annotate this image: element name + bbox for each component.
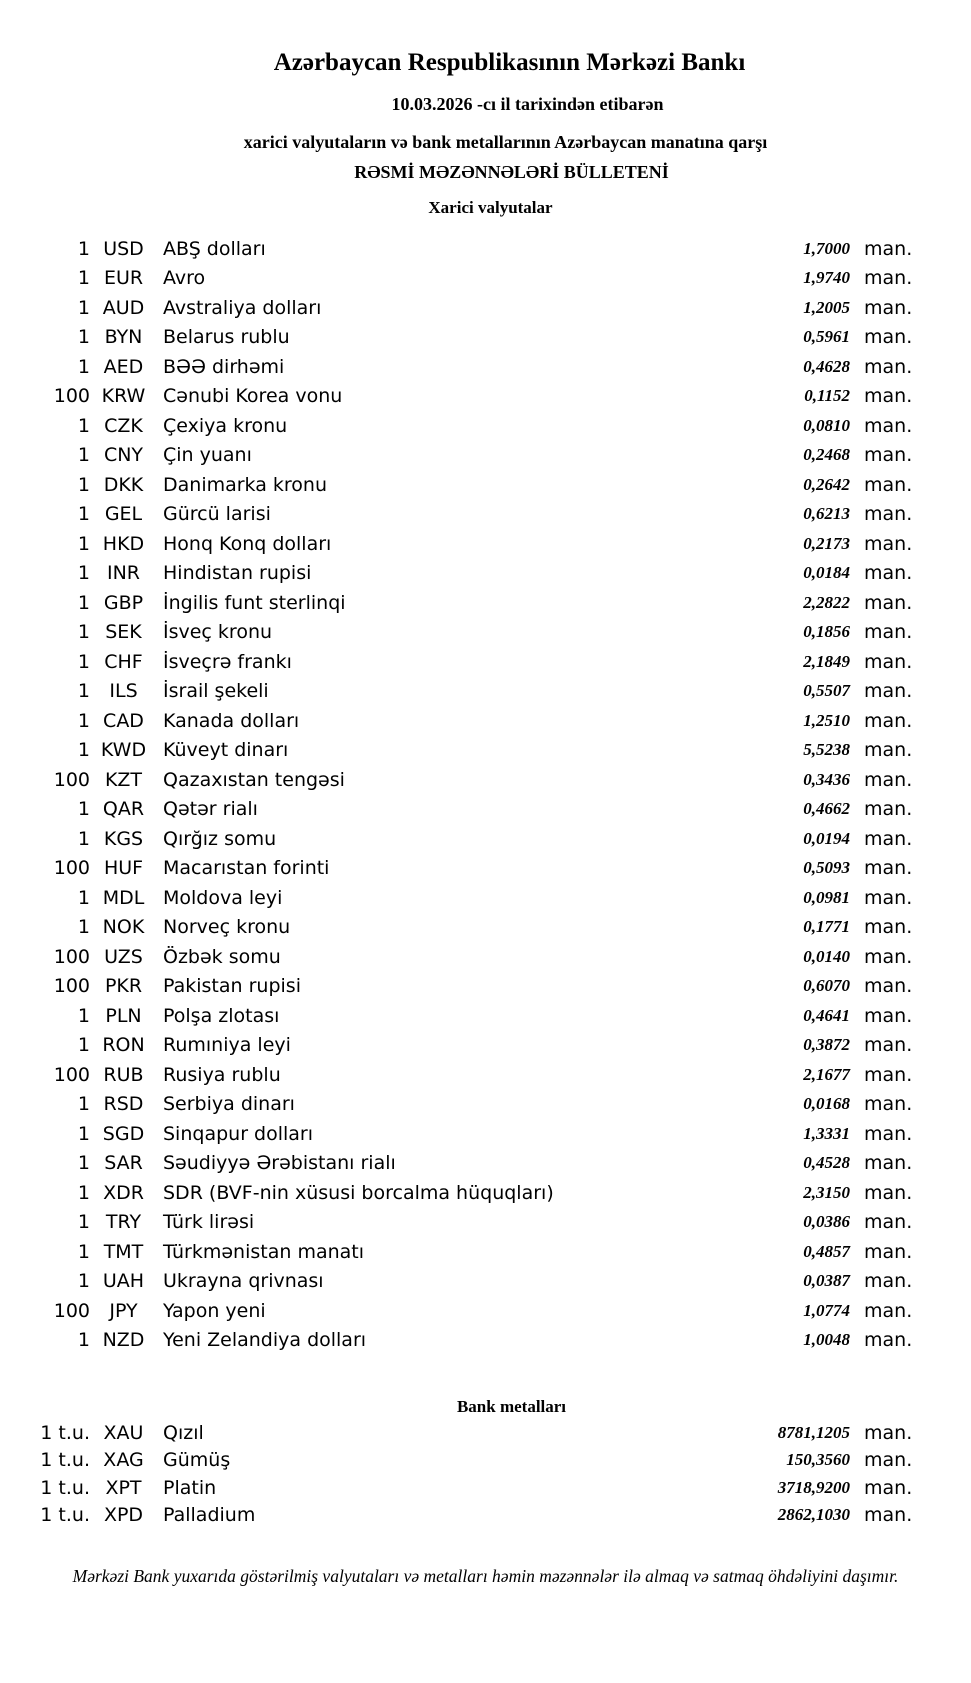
- unit-label-cell: man.: [864, 355, 913, 378]
- rate-value-cell: 0,3872: [803, 1035, 850, 1055]
- rate-value-cell: 0,5507: [803, 681, 850, 701]
- currency-row: [0, 470, 920, 500]
- currency-code-cell: AED: [103, 355, 144, 378]
- currency-name-cell: Belarus rublu: [163, 326, 290, 349]
- rate-value-cell: 0,4641: [803, 1005, 850, 1025]
- quantity-cell: 1: [77, 473, 90, 496]
- currency-row: [0, 677, 920, 707]
- quantity-cell: 1: [77, 916, 90, 939]
- quantity-cell: 1: [77, 739, 90, 762]
- currency-row: [0, 411, 920, 441]
- metal-row: [0, 1447, 920, 1475]
- currency-code-cell: XPT: [105, 1476, 142, 1499]
- currency-name-cell: Hindistan rupisi: [163, 562, 312, 585]
- currency-name-cell: Macarıstan forinti: [163, 857, 330, 880]
- currency-code-cell: MDL: [102, 886, 145, 909]
- unit-label-cell: man.: [864, 326, 913, 349]
- currency-name-cell: Polşa zlotası: [163, 1004, 280, 1027]
- currency-code-cell: INR: [106, 562, 141, 585]
- currency-row: [0, 1149, 920, 1179]
- unit-label-cell: man.: [864, 1211, 913, 1234]
- rate-value-cell: 1,2005: [803, 297, 850, 317]
- currency-row: [0, 824, 920, 854]
- currency-row: [0, 706, 920, 736]
- unit-label-cell: man.: [864, 621, 913, 644]
- currency-code-cell: XAU: [103, 1421, 144, 1444]
- currency-name-cell: Rumıniya leyi: [163, 1034, 291, 1057]
- unit-label-cell: man.: [864, 709, 913, 732]
- obligation-note: Mərkəzi Bank yuxarıda göstərilmiş valyutaları və metalları həmin məzənnələr ilə almaq və satmaq öhdəliyini daşımır.: [72, 1566, 899, 1586]
- rate-value-cell: 0,0981: [803, 887, 850, 907]
- metal-rates-table: [0, 1419, 920, 1529]
- quantity-cell: 1: [77, 1270, 90, 1293]
- currency-name-cell: Danimarka kronu: [163, 473, 328, 496]
- currency-row: [0, 1237, 920, 1267]
- rate-value-cell: 0,4628: [803, 356, 850, 376]
- currency-code-cell: ILS: [109, 680, 138, 703]
- unit-label-cell: man.: [864, 503, 913, 526]
- rate-value-cell: 0,4857: [803, 1241, 850, 1261]
- currency-row: [0, 264, 920, 294]
- rate-value-cell: 8781,1205: [777, 1422, 850, 1442]
- unit-label-cell: man.: [864, 1299, 913, 1322]
- currency-name-cell: Ukrayna qrivnası: [163, 1270, 324, 1293]
- unit-label-cell: man.: [864, 768, 913, 791]
- quantity-cell: 100: [53, 975, 90, 998]
- unit-label-cell: man.: [864, 650, 913, 673]
- quantity-cell: 1: [77, 1240, 90, 1263]
- rate-value-cell: 2,2822: [803, 592, 850, 612]
- unit-label-cell: man.: [864, 473, 913, 496]
- quantity-cell: 1 t.u.: [40, 1421, 90, 1444]
- currency-code-cell: CZK: [104, 414, 143, 437]
- quantity-cell: 1: [77, 709, 90, 732]
- rate-value-cell: 0,2642: [803, 474, 850, 494]
- currency-row: [0, 1326, 920, 1356]
- metal-row: [0, 1474, 920, 1502]
- currency-name-cell: Norveç kronu: [163, 916, 291, 939]
- currency-code-cell: KZT: [104, 768, 143, 791]
- currency-code-cell: RON: [102, 1034, 145, 1057]
- quantity-cell: 1: [77, 591, 90, 614]
- currency-name-cell: İsrail şekeli: [163, 680, 269, 703]
- quantity-cell: 1: [77, 444, 90, 467]
- unit-label-cell: man.: [864, 827, 913, 850]
- quantity-cell: 1: [77, 798, 90, 821]
- currency-name-cell: Qətər rialı: [163, 798, 258, 821]
- currency-code-cell: JPY: [109, 1299, 138, 1322]
- unit-label-cell: man.: [864, 1449, 913, 1472]
- rate-value-cell: 0,2468: [803, 445, 850, 465]
- currency-row: [0, 736, 920, 766]
- currency-code-cell: CAD: [103, 709, 144, 732]
- quantity-cell: 100: [53, 1063, 90, 1086]
- currency-name-cell: Qazaxıstan tengəsi: [163, 768, 345, 791]
- rate-value-cell: 2862,1030: [777, 1505, 850, 1525]
- rate-value-cell: 1,9740: [803, 268, 850, 288]
- currency-row: [0, 913, 920, 943]
- currency-code-cell: XAG: [103, 1449, 144, 1472]
- rate-value-cell: 0,5093: [803, 858, 850, 878]
- rate-value-cell: 0,0168: [803, 1094, 850, 1114]
- currency-code-cell: NZD: [102, 1329, 145, 1352]
- unit-label-cell: man.: [864, 1240, 913, 1263]
- quantity-cell: 1: [77, 1004, 90, 1027]
- unit-label-cell: man.: [864, 975, 913, 998]
- unit-label-cell: man.: [864, 680, 913, 703]
- unit-label-cell: man.: [864, 237, 913, 260]
- unit-label-cell: man.: [864, 414, 913, 437]
- currency-code-cell: CHF: [104, 650, 143, 673]
- quantity-cell: 1: [77, 355, 90, 378]
- currency-row: [0, 647, 920, 677]
- currency-name-cell: Moldova leyi: [163, 886, 283, 909]
- rate-value-cell: 2,1849: [803, 651, 850, 671]
- currency-code-cell: QAR: [102, 798, 145, 821]
- rate-value-cell: 5,5238: [803, 740, 850, 760]
- currency-code-cell: KWD: [100, 739, 147, 762]
- currency-name-cell: SDR (BVF-nin xüsusi borcalma hüquqları): [163, 1181, 554, 1204]
- currency-row: [0, 972, 920, 1002]
- currency-code-cell: CNY: [103, 444, 144, 467]
- rate-value-cell: 0,0810: [803, 415, 850, 435]
- unit-label-cell: man.: [864, 1476, 913, 1499]
- currency-name-cell: Kanada dolları: [163, 709, 300, 732]
- unit-label-cell: man.: [864, 1270, 913, 1293]
- quantity-cell: 1 t.u.: [40, 1449, 90, 1472]
- currency-name-cell: Pakistan rupisi: [163, 975, 301, 998]
- currency-row: [0, 765, 920, 795]
- currency-name-cell: Küveyt dinarı: [163, 739, 289, 762]
- quantity-cell: 1 t.u.: [40, 1476, 90, 1499]
- currency-name-cell: Platin: [163, 1476, 217, 1499]
- currency-name-cell: İsveçrə frankı: [163, 650, 292, 673]
- quantity-cell: 1: [77, 562, 90, 585]
- quantity-cell: 100: [53, 857, 90, 880]
- quantity-cell: 100: [53, 768, 90, 791]
- currency-code-cell: XDR: [103, 1181, 144, 1204]
- currency-row: [0, 795, 920, 825]
- currency-code-cell: XPD: [103, 1504, 144, 1527]
- rate-value-cell: 1,0774: [803, 1300, 850, 1320]
- currency-row: [0, 1031, 920, 1061]
- quantity-cell: 1: [77, 1329, 90, 1352]
- currency-code-cell: SEK: [105, 621, 142, 644]
- currency-name-cell: ABŞ dolları: [163, 237, 266, 260]
- rate-value-cell: 1,3331: [803, 1123, 850, 1143]
- currency-code-cell: RUB: [103, 1063, 144, 1086]
- currency-row: [0, 1119, 920, 1149]
- currency-code-cell: SAR: [104, 1152, 143, 1175]
- currency-row: [0, 559, 920, 589]
- unit-label-cell: man.: [864, 945, 913, 968]
- currency-name-cell: Avro: [163, 267, 206, 290]
- currency-name-cell: Cənubi Korea vonu: [163, 385, 343, 408]
- bank-metals-heading: Bank metalları: [456, 1397, 567, 1416]
- unit-label-cell: man.: [864, 1122, 913, 1145]
- currency-name-cell: Gürcü larisi: [163, 503, 271, 526]
- rate-value-cell: 0,1771: [803, 917, 850, 937]
- rate-value-cell: 0,0184: [803, 563, 850, 583]
- currency-name-cell: Qırğız somu: [163, 827, 277, 850]
- unit-label-cell: man.: [864, 296, 913, 319]
- currency-row: [0, 1208, 920, 1238]
- currency-row: [0, 234, 920, 264]
- unit-label-cell: man.: [864, 444, 913, 467]
- quantity-cell: 1: [77, 237, 90, 260]
- unit-label-cell: man.: [864, 857, 913, 880]
- currency-name-cell: Yeni Zelandiya dolları: [163, 1329, 367, 1352]
- unit-label-cell: man.: [864, 562, 913, 585]
- metal-row: [0, 1502, 920, 1530]
- quantity-cell: 1: [77, 414, 90, 437]
- unit-label-cell: man.: [864, 1063, 913, 1086]
- unit-label-cell: man.: [864, 1034, 913, 1057]
- currency-code-cell: TMT: [103, 1240, 144, 1263]
- currency-row: [0, 1267, 920, 1297]
- unit-label-cell: man.: [864, 739, 913, 762]
- rate-value-cell: 1,2510: [803, 710, 850, 730]
- unit-label-cell: man.: [864, 591, 913, 614]
- rate-value-cell: 0,3436: [803, 769, 850, 789]
- currency-code-cell: DKK: [103, 473, 144, 496]
- currency-name-cell: İsveç kronu: [163, 621, 273, 644]
- rate-value-cell: 0,6213: [803, 504, 850, 524]
- bulletin-title: RƏSMİ MƏZƏNNƏLƏRİ BÜLLETENİ: [354, 162, 669, 182]
- quantity-cell: 100: [53, 1299, 90, 1322]
- rate-value-cell: 0,0194: [803, 828, 850, 848]
- currency-row: [0, 1001, 920, 1031]
- quantity-cell: 1: [77, 827, 90, 850]
- quantity-cell: 1: [77, 1122, 90, 1145]
- rate-value-cell: 0,0387: [803, 1271, 850, 1291]
- currency-row: [0, 1178, 920, 1208]
- currency-row: [0, 883, 920, 913]
- currency-code-cell: UZS: [104, 945, 143, 968]
- currency-row: [0, 1296, 920, 1326]
- currency-name-cell: Avstraliya dolları: [163, 296, 322, 319]
- quantity-cell: 1: [77, 503, 90, 526]
- rate-value-cell: 0,1856: [803, 622, 850, 642]
- currency-name-cell: Çin yuanı: [163, 444, 252, 467]
- currency-name-cell: Gümüş: [163, 1449, 231, 1472]
- quantity-cell: 100: [53, 385, 90, 408]
- currency-code-cell: BYN: [104, 326, 143, 349]
- rate-value-cell: 0,4662: [803, 799, 850, 819]
- rate-value-cell: 0,2173: [803, 533, 850, 553]
- currency-code-cell: SGD: [102, 1122, 145, 1145]
- currency-name-cell: Türkmənistan manatı: [163, 1240, 365, 1263]
- unit-label-cell: man.: [864, 886, 913, 909]
- currency-code-cell: TRY: [105, 1211, 142, 1234]
- currency-name-cell: Səudiyyə Ərəbistanı rialı: [163, 1152, 396, 1175]
- currency-code-cell: UAH: [102, 1270, 145, 1293]
- foreign-currencies-heading: Xarici valyutalar: [428, 198, 553, 217]
- unit-label-cell: man.: [864, 916, 913, 939]
- unit-label-cell: man.: [864, 1152, 913, 1175]
- currency-row: [0, 588, 920, 618]
- currency-name-cell: İngilis funt sterlinqi: [163, 591, 346, 614]
- quantity-cell: 1: [77, 326, 90, 349]
- quantity-cell: 1: [77, 1211, 90, 1234]
- currency-rates-table: [0, 234, 920, 1355]
- currency-row: [0, 500, 920, 530]
- currency-row: [0, 942, 920, 972]
- quantity-cell: 1: [77, 532, 90, 555]
- bank-title: Azərbaycan Respublikasının Mərkəzi Bankı: [273, 49, 746, 76]
- currency-code-cell: RSD: [103, 1093, 144, 1116]
- effective-date-line: 10.03.2026 -cı il tarixindən etibarən: [391, 94, 664, 114]
- currency-row: [0, 1090, 920, 1120]
- quantity-cell: 1: [77, 886, 90, 909]
- currency-code-cell: NOK: [102, 916, 145, 939]
- quantity-cell: 1: [77, 621, 90, 644]
- currency-row: [0, 1060, 920, 1090]
- quantity-cell: 100: [53, 945, 90, 968]
- unit-label-cell: man.: [864, 1504, 913, 1527]
- rate-value-cell: 3718,9200: [777, 1477, 850, 1497]
- currency-name-cell: Yapon yeni: [163, 1299, 266, 1322]
- unit-label-cell: man.: [864, 1093, 913, 1116]
- bulletin-subtitle: xarici valyutaların və bank metallarının Azərbaycan manatına qarşı: [243, 132, 768, 152]
- currency-name-cell: Rusiya rublu: [163, 1063, 281, 1086]
- currency-row: [0, 854, 920, 884]
- currency-code-cell: USD: [103, 237, 144, 260]
- unit-label-cell: man.: [864, 1181, 913, 1204]
- currency-row: [0, 441, 920, 471]
- rate-value-cell: 0,6070: [803, 976, 850, 996]
- currency-code-cell: PKR: [104, 975, 143, 998]
- quantity-cell: 1: [77, 296, 90, 319]
- rate-value-cell: 0,0386: [803, 1212, 850, 1232]
- rate-value-cell: 0,0140: [803, 946, 850, 966]
- rate-value-cell: 0,1152: [804, 386, 850, 406]
- quantity-cell: 1: [77, 650, 90, 673]
- currency-code-cell: GBP: [103, 591, 144, 614]
- quantity-cell: 1: [77, 1181, 90, 1204]
- rate-value-cell: 2,3150: [803, 1182, 850, 1202]
- currency-name-cell: Sinqapur dolları: [163, 1122, 314, 1145]
- rate-value-cell: 1,7000: [803, 238, 850, 258]
- quantity-cell: 1: [77, 1093, 90, 1116]
- unit-label-cell: man.: [864, 385, 913, 408]
- currency-name-cell: Honq Konq dolları: [163, 532, 332, 555]
- quantity-cell: 1: [77, 267, 90, 290]
- currency-row: [0, 382, 920, 412]
- currency-name-cell: Palladium: [163, 1504, 256, 1527]
- rate-value-cell: 2,1677: [803, 1064, 850, 1084]
- currency-code-cell: GEL: [104, 503, 143, 526]
- currency-code-cell: PLN: [105, 1004, 142, 1027]
- currency-row: [0, 352, 920, 382]
- currency-name-cell: Özbək somu: [163, 945, 281, 968]
- currency-row: [0, 618, 920, 648]
- rate-value-cell: 0,5961: [803, 327, 850, 347]
- quantity-cell: 1: [77, 1152, 90, 1175]
- currency-name-cell: BƏƏ dirhəmi: [163, 355, 285, 378]
- quantity-cell: 1: [77, 1034, 90, 1057]
- currency-row: [0, 293, 920, 323]
- currency-name-cell: Qızıl: [163, 1421, 204, 1444]
- currency-row: [0, 529, 920, 559]
- quantity-cell: 1 t.u.: [40, 1504, 90, 1527]
- bulletin-page: [0, 46, 971, 1683]
- currency-name-cell: Çexiya kronu: [163, 414, 288, 437]
- currency-code-cell: KRW: [101, 385, 146, 408]
- currency-row: [0, 323, 920, 353]
- currency-code-cell: HKD: [102, 532, 145, 555]
- rate-value-cell: 1,0048: [803, 1330, 850, 1350]
- currency-code-cell: KGS: [103, 827, 144, 850]
- quantity-cell: 1: [77, 680, 90, 703]
- unit-label-cell: man.: [864, 1004, 913, 1027]
- metal-row: [0, 1419, 920, 1447]
- unit-label-cell: man.: [864, 1421, 913, 1444]
- unit-label-cell: man.: [864, 798, 913, 821]
- currency-code-cell: EUR: [103, 267, 144, 290]
- rate-value-cell: 0,4528: [803, 1153, 850, 1173]
- currency-code-cell: HUF: [103, 857, 144, 880]
- currency-code-cell: AUD: [102, 296, 145, 319]
- unit-label-cell: man.: [864, 1329, 913, 1352]
- currency-name-cell: Serbiya dinarı: [163, 1093, 295, 1116]
- currency-name-cell: Türk lirəsi: [163, 1211, 255, 1234]
- rate-value-cell: 150,3560: [786, 1450, 850, 1470]
- unit-label-cell: man.: [864, 532, 913, 555]
- unit-label-cell: man.: [864, 267, 913, 290]
